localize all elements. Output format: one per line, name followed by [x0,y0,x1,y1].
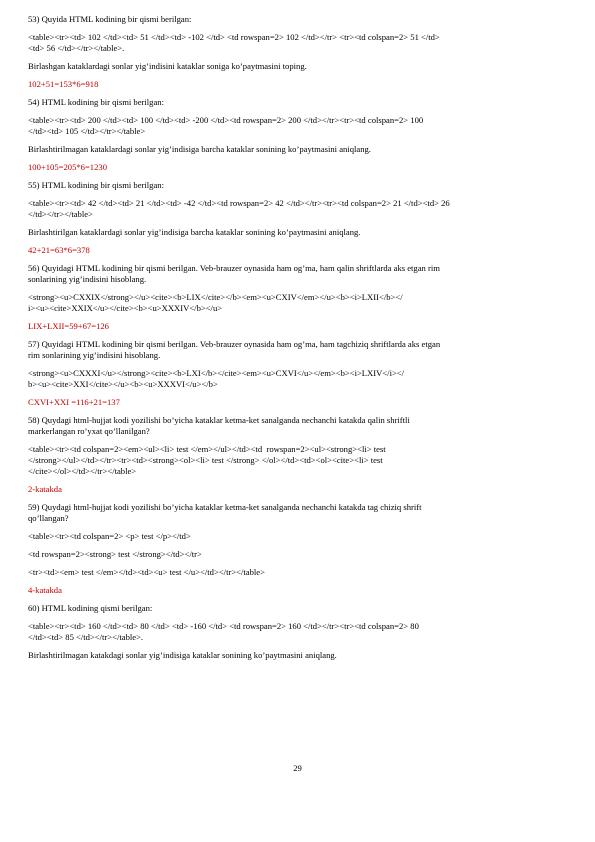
question-53-code: <table><tr><td> 102 </td><td> 51 </td><td> -102 </td> <td rowspan=2> 102 </td></tr> <tr><td colspan=2> 51 </td> <td> 56 </td></tr></table>. [28,32,440,53]
question-54-task: Birlashtirilmagan kataklardagi sonlar yig’indisiga barcha kataklar sonining ko’paytmasini aniqlang. [28,144,371,154]
question-58-title: 58) Quydagi html-hujjat kodi yozilishi bo’yicha kataklar ketma-ket sanalganda nechanchi katakda qalin shriftli markerlangan ro’yxat qo’llanilgan? [28,415,410,436]
question-53-task: Birlashgan kataklardagi sonlar yig’indisini kataklar soniga ko’paytmasini toping. [28,61,307,71]
page-number: 29 [293,763,302,773]
question-59-code-line-1: <table><tr><td colspan=2> <p> test </p></td> [28,531,191,541]
question-54-code: <table><tr><td> 200 </td><td> 100 </td><td> -200 </td><td rowspan=2> 200 </td></tr><tr><td colspan=2> 100 </td><td> 105 </td></tr></table> [28,115,424,136]
question-53-title: 53) Quyida HTML kodining bir qismi berilgan: [28,14,192,24]
question-58-answer: 2-katakda [28,484,62,494]
question-60-title: 60) HTML kodining qismi berilgan: [28,603,153,613]
question-59-code-line-2: <td rowspan=2><strong> test </strong></td></tr> [28,549,202,559]
question-56-answer: LIX+LXII=59+67=126 [28,321,109,331]
question-54-title: 54) HTML kodining bir qismi berilgan: [28,97,164,107]
question-59-title: 59) Quydagi html-hujjat kodi yozilishi bo’yicha kataklar ketma-ket sanalganda nechanchi katakda tag chiziq shrift qo’llangan? [28,502,422,523]
document-page [28,14,574,668]
question-58-code: <table><tr><td colspan=2><em><ul><li> test </em></ul></td><td rowspan=2><ul><strong><li> test </strong></ul></td></tr><tr><td><strong><ol><li> test </strong> </ol></td><td><ol><cite><li> test </cite></ol></td></tr></table> [28,444,386,476]
question-54-answer: 100+105=205*6=1230 [28,162,107,172]
question-55-answer: 42+21=63*6=378 [28,245,90,255]
question-59-answer: 4-katakda [28,585,62,595]
question-55-task: Birlashtirilgan kataklardagi sonlar yig’indisiga barcha kataklar sonining ko’paytmasini aniqlang. [28,227,361,237]
question-55-code: <table><tr><td> 42 </td><td> 21 </td><td> -42 </td><td rowspan=2> 42 </td></tr><tr><td colspan=2> 21 </td><td> 26 </td></tr></table> [28,198,450,219]
question-53-answer: 102+51=153*6=918 [28,79,99,89]
question-56-title: 56) Quyidagi HTML kodining bir qismi berilgan. Veb-brauzer oynasida ham og’ma, ham qalin shriftlarda aks etgan rim sonlarining yig’indisini hisoblang. [28,263,440,284]
question-56-code: <strong><u>CXXIX</strong></u><cite><b>LIX</cite></b><em><u>CXIV</em></u><b><i>LXII</b></ i><u><cite>XXIX</u></cite><b><u>XXXIV</b></u> [28,292,403,313]
question-60-code: <table><tr><td> 160 </td><td> 80 </td> <td> -160 </td> <td rowspan=2> 160 </td></tr><tr><td colspan=2> 80 </td><td> 85 </td></tr></table>. [28,621,419,642]
question-59-code-line-3: <tr><td><em> test </em></td><td><u> test </u></td></tr></table> [28,567,265,577]
question-57-code: <strong><u>CXXXI</u></strong><cite><b>LXI</b></cite><em><u>CXVI</u></em><b><i>LXIV</i></ b><u><cite>XXI</cite></u><b><u>XXXVI</u></b> [28,368,405,389]
question-55-title: 55) HTML kodining bir qismi berilgan: [28,180,164,190]
question-57-title: 57) Quyidagi HTML kodining bir qismi berilgan. Veb-brauzer oynasida ham og’ma, ham tagchiziq shriftlarda aks etgan rim sonlarining yig’indisini hisoblang. [28,339,441,360]
question-60-task: Birlashtirilmagan katakdagi sonlar yig’indisiga kataklar sonining ko’paytmasini aniqlang. [28,650,337,660]
question-57-answer: CXVI+XXI =116+21=137 [28,397,120,407]
